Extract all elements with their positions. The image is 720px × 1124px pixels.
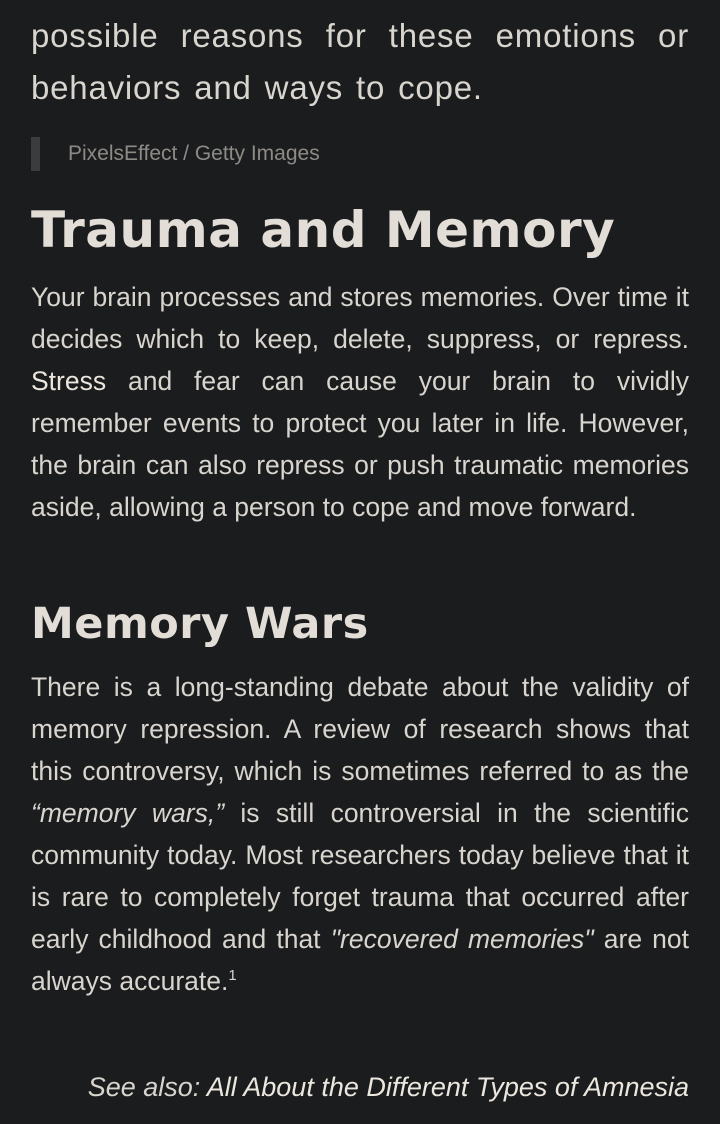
trauma-text-1: Your brain processes and stores memories. Over time it decides which to keep, delete, suppress, or repress. xyxy=(31,282,689,354)
stress-link[interactable]: Stress xyxy=(31,366,107,396)
memory-wars-paragraph xyxy=(31,666,689,1002)
trauma-memory-paragraph xyxy=(31,276,689,528)
image-caption xyxy=(31,137,320,171)
intro-paragraph-tail xyxy=(31,10,689,114)
wars-text-a: There is a long-standing debate about the validity of memory repression. A review of research shows that this controversy, which is sometimes referred to as the xyxy=(31,672,689,786)
wars-text-b: is still controversial in the scientific community today. Most researchers today believe that it is rare to completely forget trauma that occurred after early childhood and that xyxy=(31,798,689,954)
image-credit: PixelsEffect / Getty Images xyxy=(68,142,320,165)
section-heading-trauma-memory: Trauma and Memory xyxy=(31,201,616,259)
footnote-1[interactable]: 1 xyxy=(228,967,237,985)
caption-bar xyxy=(31,137,40,171)
see-also-prefix: See also: xyxy=(87,1072,207,1102)
memory-wars-emphasis: “memory wars,” xyxy=(31,798,225,828)
section-heading-memory-wars: Memory Wars xyxy=(31,599,369,649)
intro-line-2: behaviors and ways to cope. xyxy=(31,69,483,106)
recovered-memories-emphasis: "recovered memories" xyxy=(330,924,594,954)
intro-line-1: possible reasons for these emotions or xyxy=(31,17,689,54)
see-also-link[interactable]: All About the Different Types of Amnesia xyxy=(206,1072,689,1102)
wars-text-c: are not always accurate. xyxy=(31,924,689,996)
trauma-text-2: and fear can cause your brain to vividly remember events to protect you later in life. However, the brain can also repress or push traumatic memories aside, allowing a person to cope and move forward. xyxy=(31,366,689,522)
see-also xyxy=(88,1072,689,1103)
